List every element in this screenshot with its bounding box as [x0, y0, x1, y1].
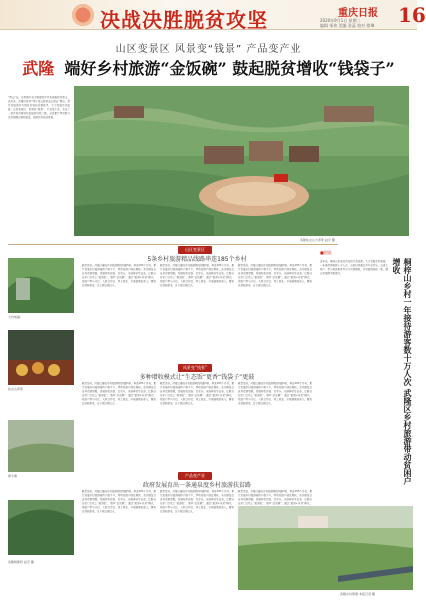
lead-photo	[74, 86, 409, 236]
section-3-text-b: 截至目前，武隆已建成乡村旅游精品线路5条，串连185个乡村，累计发展乡村旅游接待户数千户，带动贫困户就业增收。各乡镇结合自身资源禀赋，发展特色民宿、农家乐、采摘体验等业态，让群众在家门口吃上“旅游饭”，端牢“金饭碗”。通过“旅游+扶贫”模式，贫困户参与分红、入股合作社、务工就业，多渠道增加收入，腰包日渐鼓起来，日子越过越红火。	[160, 490, 234, 513]
sun-emblem-icon	[70, 2, 96, 28]
banner-title: 决战决胜脱贫攻坚	[100, 8, 268, 32]
lead-photo-caption: 武隆仙女山大草原 赵宇 摄	[300, 238, 335, 242]
section-2-text-b: 截至目前，武隆已建成乡村旅游精品线路5条，串连185个乡村，累计发展乡村旅游接待户数千户，带动贫困户就业增收。各乡镇结合自身资源禀赋，发展特色民宿、农家乐、采摘体验等业态，让群众在家门口吃上“旅游饭”，端牢“金饭碗”。通过“旅游+扶贫”模式，贫困户参与分红、入股合作社、务工就业，多渠道增加收入，腰包日渐鼓起来，日子越过越红火。	[160, 382, 234, 405]
section-3-text-a: 截至目前，武隆已建成乡村旅游精品线路5条，串连185个乡村，累计发展乡村旅游接待户数千户，带动贫困户就业增收。各乡镇结合自身资源禀赋，发展特色民宿、农家乐、采摘体验等业态，让群众在家门口吃上“旅游饭”，端牢“金饭碗”。通过“旅游+扶贫”模式，贫困户参与分红、入股合作社、务工就业，多渠道增加收入，腰包日渐鼓起来，日子越过越红火。	[82, 490, 156, 513]
photo-4-caption: 武隆喀斯特 赵宇 摄	[8, 560, 34, 564]
headline-location: 武隆	[22, 59, 55, 78]
lead-headline	[0, 56, 417, 79]
bottom-photo	[238, 506, 413, 590]
section-1-tag: 山区变景区	[178, 246, 212, 254]
editor-credits: 编辑 邹伟 美编 张蕊 校对 徐琳	[320, 23, 375, 28]
section-2-text-c: 截至目前，武隆已建成乡村旅游精品线路5条，串连185个乡村，累计发展乡村旅游接待户数千户，带动贫困户就业增收。各乡镇结合自身资源禀赋，发展特色民宿、农家乐、采摘体验等业态，让群众在家门口吃上“旅游饭”，端牢“金饭碗”。通过“旅游+扶贫”模式，贫困户参与分红、入股合作社、务工就业，多渠道增加收入，腰包日渐鼓起来，日子越过越红火。	[238, 382, 312, 405]
section-2-text-a: 截至目前，武隆已建成乡村旅游精品线路5条，串连185个乡村，累计发展乡村旅游接待户数千户，带动贫困户就业增收。各乡镇结合自身资源禀赋，发展特色民宿、农家乐、采摘体验等业态，让群众在家门口吃上“旅游饭”，端牢“金饭碗”。通过“旅游+扶贫”模式，贫困户参与分红、入股合作社、务工就业，多渠道增加收入，腰包日渐鼓起来，日子越过越红火。	[82, 382, 156, 405]
photo-1	[8, 258, 74, 313]
photo-3-caption: 犀牛寨	[8, 474, 18, 478]
section-2-title: 多种增收模式让“生态饭”更香“钱袋子”更鼓	[139, 374, 255, 381]
page-number: 16	[398, 3, 426, 27]
section-3-text-c: 截至目前，武隆已建成乡村旅游精品线路5条，串连185个乡村，累计发展乡村旅游接待户数千户，带动贫困户就业增收。各乡镇结合自身资源禀赋，发展特色民宿、农家乐、采摘体验等业态，让群众在家门口吃上“旅游饭”，端牢“金饭碗”。通过“旅游+扶贫”模式，	[238, 490, 312, 505]
side-headline: 桐梓山乡村一年接待游客数十万人次 武隆区乡村旅游带动贫困户增收	[392, 258, 413, 485]
section-1-text-a: 截至目前，武隆已建成乡村旅游精品线路5条，串连185个乡村，累计发展乡村旅游接待户数千户，带动贫困户就业增收。各乡镇结合自身资源禀赋，发展特色民宿、农家乐、采摘体验等业态，让群众在家门口吃上“旅游饭”，端牢“金饭碗”。通过“旅游+扶贫”模式，贫困户参与分红、入股合作社、务工就业，多渠道增加收入，腰包日渐鼓起来，日子越过越红火。	[82, 264, 156, 287]
section-1-text-c: 截至目前，武隆已建成乡村旅游精品线路5条，串连185个乡村，累计发展乡村旅游接待户数千户，带动贫困户就业增收。各乡镇结合自身资源禀赋，发展特色民宿、农家乐、采摘体验等业态，让群众在家门口吃上“旅游饭”，端牢“金饭碗”。通过“旅游+扶贫”模式，贫困户参与分红、入股合作社、务工就业，多渠道增加收入，腰包日渐鼓起来，日子越过越红火。	[238, 264, 312, 287]
photo-3	[8, 420, 74, 472]
photo-2	[8, 330, 74, 385]
side-tag: ■图说	[320, 250, 332, 255]
section-3-tag: 产品变产业	[178, 472, 212, 480]
bottom-photo-caption: 武隆乡村荷塘 本报记者 摄	[340, 592, 375, 596]
intro-text: “两山”论，在我国生态文明建设中具有战略指导意义。近年来，武隆区坚持“绿水青山就是金山银山”理念，把乡村旅游作为脱贫攻坚的重要抓手，大力发展乡村旅游，山区变景区、风景变“钱景”、产品变产业，走出了一条具有武隆特色的旅游扶贫之路。全区累计带动数万名贫困群众增收致富，旅游扶贫成效显著。	[8, 96, 70, 119]
divider	[8, 244, 338, 245]
photo-4	[8, 500, 74, 555]
lead-kicker: 山区变景区 风景变“钱景” 产品变产业	[115, 44, 302, 55]
section-2-tag: 风景变“钱景”	[178, 364, 212, 372]
section-1-text-b: 截至目前，武隆已建成乡村旅游精品线路5条，串连185个乡村，累计发展乡村旅游接待户数千户，带动贫困户就业增收。各乡镇结合自身资源禀赋，发展特色民宿、农家乐、采摘体验等业态，让群众在家门口吃上“旅游饭”，端牢“金饭碗”。通过“旅游+扶贫”模式，贫困户参与分红、入股合作社、务工就业，多渠道增加收入，腰包日渐鼓起来，日子越过越红火。	[160, 264, 234, 287]
newspaper-masthead: 重庆日报	[338, 8, 378, 19]
section-1-title: 5条乡村旅游精品线路串连185个乡村	[147, 256, 247, 263]
issue-date: 2020年9月1日 星期二	[320, 18, 361, 23]
section-3-title: 政府发展育出一条通泉度乡村旅游扶贫路	[142, 482, 251, 489]
photo-1-caption: 天坑地缝	[8, 315, 21, 319]
side-text: 近年来，桐梓山乡依托良好的生态资源，大力发展乡村旅游，一年接待游客数十万人次。当地村民通过开办农家乐、出售土特产、参与景区服务等方式实现增收，乡村面貌焕然一新，群众幸福感不断提升。	[320, 260, 388, 275]
headline-text: 端好乡村旅游“金饭碗” 鼓起脱贫增收“钱袋子”	[64, 59, 395, 78]
photo-2-caption: 仙女山草原	[8, 387, 24, 391]
